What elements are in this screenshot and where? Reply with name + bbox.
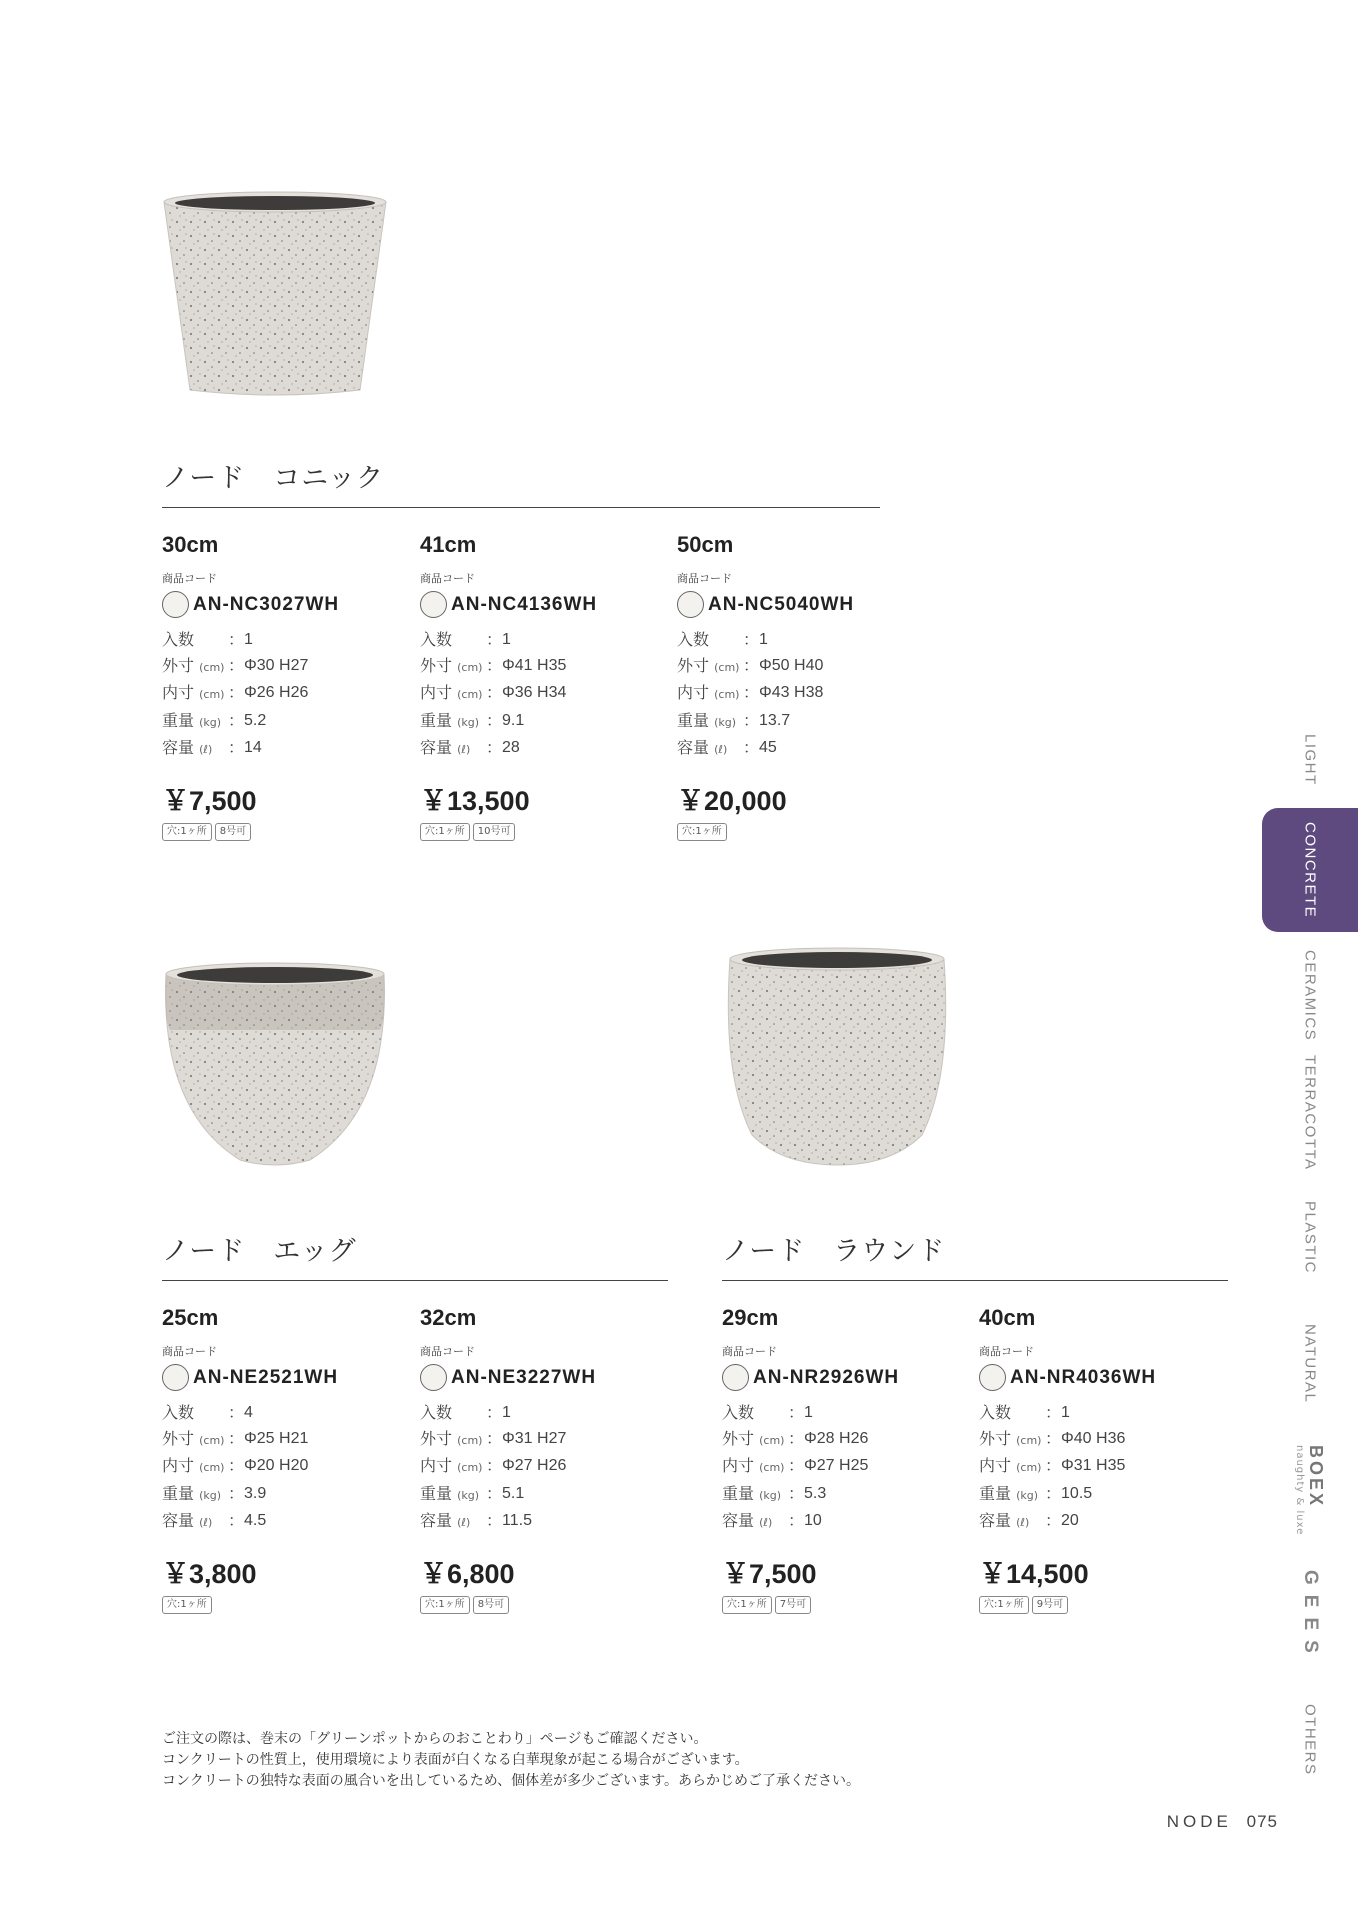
spec-unit: (cm) [199,660,225,674]
side-nav-label: OTHERS [1301,1704,1319,1776]
spec-weight [722,1481,972,1509]
side-nav-label: CERAMICS [1301,950,1319,1042]
product-specs [162,1400,412,1536]
product-tags [162,1596,412,1614]
color-swatch-icon [162,1364,189,1391]
side-nav-label: NATURAL [1301,1324,1319,1404]
spec-unit: (cm) [199,688,225,701]
spec-separator: ： [228,1483,245,1503]
spec-outer [162,1426,412,1454]
spec-value: Φ27 H25 [804,1457,869,1474]
spec-separator: ： [1045,1403,1062,1422]
spec-separator: ： [486,738,503,757]
spec-weight [162,1481,412,1509]
spec-value: 1 [759,631,768,648]
product-specs [722,1400,972,1536]
spec-separator: ： [228,1403,245,1422]
spec-separator: ： [228,1456,245,1475]
spec-separator: ： [486,630,503,649]
spec-qty [162,627,412,653]
spec-unit: (ℓ) [199,743,213,756]
color-swatch-icon [677,591,704,618]
spec-unit: (kg) [457,1488,480,1502]
side-nav-label: TERRACOTTA [1301,1055,1319,1171]
color-swatch-icon [979,1364,1006,1391]
product-tags [722,1596,972,1614]
spec-qty [162,1400,412,1426]
spec-unit: (cm) [759,1433,785,1447]
spec-volume [677,735,927,763]
product-code-row [420,591,670,618]
side-nav-boex[interactable] [1262,1440,1358,1540]
spec-separator: ： [788,1456,805,1475]
side-nav-label: PLASTIC [1301,1201,1319,1275]
spec-outer [420,653,670,681]
round-pot-image [722,945,952,1170]
product-code: AN-NC4136WH [451,593,598,615]
spec-weight [162,708,412,736]
spec-unit: (ℓ) [457,1516,471,1529]
product-code-row [722,1364,972,1391]
conic-pot-image [160,190,390,400]
product-an-ne3227wh [420,1305,670,1614]
side-nav-label: LIGHT [1301,734,1319,786]
section-title: ノード コニック [162,463,385,494]
feature-tag: 穴:1ヶ所 [162,1596,212,1614]
spec-value: Φ25 H21 [244,1429,309,1447]
spec-separator: ： [1045,1428,1062,1448]
product-specs [979,1400,1229,1536]
side-nav-label: CONCRETE [1301,821,1319,919]
spec-qty [979,1400,1229,1426]
page-footer [1167,1812,1278,1832]
color-swatch-icon [722,1364,749,1391]
spec-separator: ： [228,710,245,730]
side-nav-terracotta[interactable] [1262,1050,1358,1176]
spec-label: 内寸 [162,683,195,702]
product-code-label: 商品コード [722,1345,777,1358]
spec-value: 1 [502,1404,511,1421]
spec-separator: ： [788,1403,805,1422]
product-code: AN-NE2521WH [193,1366,339,1388]
product-code-row [979,1364,1229,1391]
section-divider [162,507,880,508]
spec-value: 5.2 [244,711,267,729]
product-price: ￥7,500 [162,785,257,816]
spec-separator: ： [743,710,760,730]
spec-label: 外寸 [677,655,710,675]
section-conic [162,456,880,495]
product-specs [162,627,412,763]
spec-value: Φ41 H35 [502,656,567,674]
side-nav-light[interactable] [1262,710,1358,810]
spec-inner [979,1453,1229,1481]
spec-value: 10.5 [1061,1484,1093,1502]
spec-outer [677,653,927,681]
spec-label: 外寸 [162,655,195,675]
spec-separator: ： [486,1456,503,1475]
product-price: ￥7,500 [722,1558,817,1589]
spec-unit: (cm) [199,1461,225,1474]
spec-volume [162,1508,412,1536]
spec-value: Φ26 H26 [244,684,309,701]
spec-outer [979,1426,1229,1454]
section-divider [162,1280,668,1281]
product-an-nc4136wh [420,532,670,841]
product-tags [677,823,927,841]
spec-unit: (kg) [1016,1488,1039,1502]
boex-logo: BOEX [1306,1444,1326,1508]
spec-value: Φ30 H27 [244,656,309,674]
feature-tag: 穴:1ヶ所 [677,823,727,841]
side-nav-ceramics[interactable] [1262,946,1358,1046]
spec-unit: (cm) [1016,1461,1042,1474]
spec-unit: (cm) [714,660,740,674]
product-code-label: 商品コード [162,1345,217,1358]
spec-label: 内寸 [722,1456,755,1475]
product-code-row [420,1364,670,1391]
feature-tag: 10号可 [473,823,516,841]
product-code-label: 商品コード [677,572,732,585]
product-code-row [162,591,412,618]
side-nav-others[interactable] [1262,1690,1358,1790]
spec-separator: ： [486,1428,503,1448]
spec-qty [420,627,670,653]
spec-value: Φ31 H35 [1061,1457,1126,1474]
spec-separator: ： [228,683,245,702]
spec-value: 4.5 [244,1512,267,1529]
spec-value: 20 [1061,1512,1079,1529]
spec-volume [420,735,670,763]
section-round [722,1229,1228,1268]
spec-value: 1 [1061,1404,1070,1421]
spec-value: 10 [804,1512,822,1529]
spec-unit: (kg) [714,715,737,729]
spec-value: Φ40 H36 [1061,1429,1126,1447]
product-an-nc5040wh [677,532,927,841]
spec-label: 外寸 [420,655,453,675]
spec-separator: ： [1045,1483,1062,1503]
spec-label: 重量 [722,1483,755,1503]
spec-value: 1 [502,631,511,648]
spec-unit: (cm) [457,1461,483,1474]
spec-outer [722,1426,972,1454]
spec-label: 重量 [979,1483,1012,1503]
feature-tag: 穴:1ヶ所 [420,823,470,841]
feature-tag: 9号可 [1032,1596,1068,1614]
spec-label: 外寸 [162,1428,195,1448]
feature-tag: 穴:1ヶ所 [722,1596,772,1614]
spec-value: Φ28 H26 [804,1429,869,1447]
spec-label: 容量 [677,738,710,757]
spec-separator: ： [228,655,245,675]
spec-separator: ： [486,1403,503,1422]
spec-unit: (ℓ) [199,1516,213,1529]
product-size: 25cm [162,1305,219,1330]
product-specs [677,627,927,763]
spec-inner [420,1453,670,1481]
product-code-row [677,591,927,618]
spec-qty [722,1400,972,1426]
spec-label: 外寸 [722,1428,755,1448]
product-price: ￥3,800 [162,1558,257,1589]
note-line: ご注文の際は、巻末の「グリーンポットからのおことわり」ページもご確認ください。 [162,1731,708,1747]
spec-separator: ： [228,738,245,757]
spec-value: 13.7 [759,711,791,729]
product-code: AN-NR4036WH [1010,1366,1157,1388]
spec-separator: ： [743,738,760,757]
spec-unit: (cm) [457,1433,483,1447]
spec-value: 1 [804,1404,813,1421]
product-code: AN-NC3027WH [193,593,340,615]
product-code: AN-NR2926WH [753,1366,900,1388]
spec-value: 5.1 [502,1484,525,1502]
feature-tag: 穴:1ヶ所 [162,823,212,841]
spec-inner [722,1453,972,1481]
product-an-nc3027wh [162,532,412,841]
product-code: AN-NC5040WH [708,593,855,615]
product-an-nr4036wh [979,1305,1229,1614]
spec-unit: (cm) [457,660,483,674]
spec-weight [979,1481,1229,1509]
product-price: ￥20,000 [677,785,787,816]
spec-label: 内寸 [677,683,710,702]
section-egg [162,1229,668,1268]
spec-unit: (cm) [199,1433,225,1447]
spec-unit: (ℓ) [759,1516,773,1529]
spec-separator: ： [486,655,503,675]
product-price: ￥6,800 [420,1558,515,1589]
side-nav-gees[interactable] [1262,1566,1358,1666]
spec-inner [162,1453,412,1481]
spec-label: 入数 [677,630,710,649]
spec-value: Φ43 H38 [759,684,824,701]
spec-unit: (kg) [457,715,480,729]
spec-label: 重量 [420,1483,453,1503]
product-code-label: 商品コード [979,1345,1034,1358]
product-code: AN-NE3227WH [451,1366,597,1388]
product-code-label: 商品コード [420,1345,475,1358]
spec-inner [162,680,412,708]
product-tags [420,1596,670,1614]
spec-qty [677,627,927,653]
product-size: 32cm [420,1305,477,1330]
product-specs [420,1400,670,1536]
spec-separator: ： [486,683,503,702]
feature-tag: 穴:1ヶ所 [420,1596,470,1614]
spec-value: 28 [502,739,520,756]
section-title: ノード ラウンド [722,1236,946,1267]
feature-tag: 8号可 [215,823,251,841]
spec-value: Φ31 H27 [502,1429,567,1447]
spec-separator: ： [743,630,760,649]
spec-weight [420,1481,670,1509]
product-price: ￥13,500 [420,785,530,816]
spec-label: 外寸 [979,1428,1012,1448]
spec-separator: ： [228,1511,245,1530]
order-notes [162,1729,860,1792]
spec-label: 内寸 [420,1456,453,1475]
product-specs [420,627,670,763]
color-swatch-icon [420,1364,447,1391]
spec-unit: (cm) [1016,1433,1042,1447]
spec-unit: (kg) [199,715,222,729]
spec-qty [420,1400,670,1426]
spec-label: 容量 [722,1511,755,1530]
section-title: ノード エッグ [162,1236,357,1267]
spec-separator: ： [788,1483,805,1503]
spec-unit: (cm) [457,688,483,701]
product-price: ￥14,500 [979,1558,1089,1589]
spec-unit: (kg) [759,1488,782,1502]
spec-volume [979,1508,1229,1536]
product-an-nr2926wh [722,1305,972,1614]
spec-separator: ： [486,1483,503,1503]
spec-label: 入数 [162,1403,195,1422]
spec-unit: (ℓ) [714,743,728,756]
product-tags [979,1596,1229,1614]
spec-separator: ： [743,683,760,702]
spec-value: Φ27 H26 [502,1457,567,1474]
spec-volume [162,735,412,763]
section-divider [722,1280,1228,1281]
series-name: NODE [1166,1812,1232,1831]
spec-label: 容量 [162,1511,195,1530]
spec-value: 4 [244,1404,253,1421]
spec-label: 容量 [979,1511,1012,1530]
spec-unit: (cm) [759,1461,785,1474]
product-size: 29cm [722,1305,779,1330]
note-line: コンクリートの独特な表面の風合いを出しているため、個体差が多少ございます。あらかじめご了承ください。 [162,1773,861,1789]
spec-value: 45 [759,739,777,756]
product-size: 40cm [979,1305,1036,1330]
note-line: コンクリートの性質上，使用環境により表面が白くなる白華現象が起こる場合がございます。 [162,1752,749,1768]
spec-outer [420,1426,670,1454]
spec-separator: ： [228,630,245,649]
spec-label: 内寸 [420,683,453,702]
spec-weight [420,708,670,736]
spec-label: 入数 [420,630,453,649]
egg-pot-image [160,960,390,1170]
spec-value: Φ50 H40 [759,656,824,674]
spec-label: 内寸 [162,1456,195,1475]
product-tags [162,823,412,841]
color-swatch-icon [162,591,189,618]
spec-label: 重量 [162,1483,195,1503]
spec-label: 内寸 [979,1456,1012,1475]
spec-separator: ： [228,1428,245,1448]
spec-value: 9.1 [502,711,525,729]
spec-value: 11.5 [502,1512,532,1529]
spec-label: 入数 [162,630,195,649]
spec-value: Φ20 H20 [244,1457,309,1474]
spec-inner [420,680,670,708]
spec-separator: ： [788,1511,805,1530]
spec-unit: (cm) [714,688,740,701]
product-code-label: 商品コード [420,572,475,585]
product-size: 41cm [420,532,477,557]
color-swatch-icon [420,591,447,618]
feature-tag: 7号可 [775,1596,811,1614]
spec-value: 5.3 [804,1484,827,1502]
side-nav-plastic[interactable] [1262,1190,1358,1286]
product-size: 50cm [677,532,734,557]
product-an-ne2521wh [162,1305,412,1614]
spec-label: 容量 [420,1511,453,1530]
spec-label: 入数 [420,1403,453,1422]
spec-outer [162,653,412,681]
spec-value: 14 [244,739,262,756]
spec-separator: ： [788,1428,805,1448]
spec-label: 重量 [162,710,195,730]
spec-separator: ： [486,710,503,730]
spec-separator: ： [1045,1456,1062,1475]
product-tags [420,823,670,841]
spec-label: 重量 [677,710,710,730]
spec-separator: ： [486,1511,503,1530]
feature-tag: 穴:1ヶ所 [979,1596,1029,1614]
spec-unit: (ℓ) [1016,1516,1030,1529]
spec-inner [677,680,927,708]
spec-separator: ： [743,655,760,675]
spec-value: 3.9 [244,1484,267,1502]
feature-tag: 8号可 [473,1596,509,1614]
spec-value: 1 [244,631,253,648]
spec-label: 入数 [722,1403,755,1422]
page-number: 075 [1246,1812,1278,1831]
side-nav-natural[interactable] [1262,1312,1358,1416]
spec-unit: (ℓ) [457,743,471,756]
spec-label: 容量 [162,738,195,757]
spec-unit: (kg) [199,1488,222,1502]
spec-value: Φ36 H34 [502,684,567,701]
spec-weight [677,708,927,736]
spec-label: 重量 [420,710,453,730]
product-code-label: 商品コード [162,572,217,585]
spec-label: 容量 [420,738,453,757]
spec-label: 外寸 [420,1428,453,1448]
side-nav-concrete[interactable] [1262,808,1358,932]
spec-separator: ： [1045,1511,1062,1530]
product-code-row [162,1364,412,1391]
spec-volume [722,1508,972,1536]
spec-label: 入数 [979,1403,1012,1422]
gees-logo: GEES [1300,1569,1321,1663]
boex-tagline: naughty & luxe [1294,1444,1305,1536]
spec-volume [420,1508,670,1536]
product-size: 30cm [162,532,219,557]
